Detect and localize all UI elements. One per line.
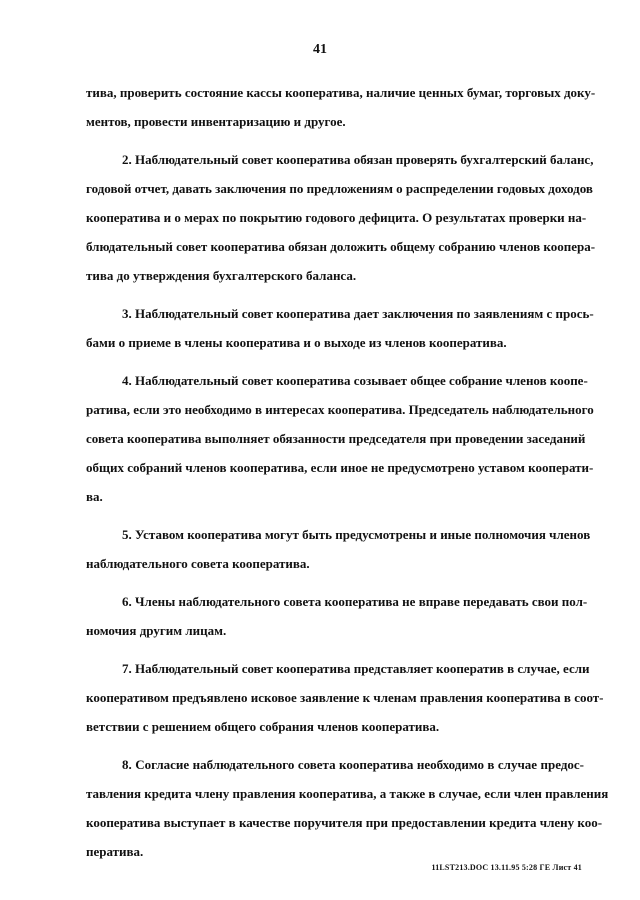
text-line: ратива, если это необходимо в интересах кооператива. Председатель наблюдательного bbox=[86, 402, 594, 417]
paragraph-item-2 bbox=[86, 145, 596, 290]
text-line: 3. Наблюдательный совет кооператива дает заключения по заявлениям с прось- bbox=[122, 306, 594, 321]
text-line: общих собраний членов кооператива, если иное не предусмотрено уставом кооперати- bbox=[86, 460, 594, 475]
paragraph-item-4 bbox=[86, 366, 594, 511]
text-line: кооперативом предъявлено исковое заявление к членам правления кооператива в соот- bbox=[86, 690, 604, 705]
text-line: ментов, провести инвентаризацию и другое. bbox=[86, 114, 346, 129]
text-line: тива до утверждения бухгалтерского баланса. bbox=[86, 268, 357, 283]
text-line: ветствии с решением общего собрания членов кооператива. bbox=[86, 719, 440, 734]
document-body bbox=[86, 78, 609, 875]
text-line: наблюдательного совета кооператива. bbox=[86, 556, 310, 571]
paragraph-item-7 bbox=[86, 654, 604, 741]
paragraph-item-6 bbox=[86, 587, 588, 645]
paragraph-item-8 bbox=[86, 750, 609, 866]
text-line: бами о приеме в члены кооператива и о выходе из членов кооператива. bbox=[86, 335, 507, 350]
text-line: кооператива выступает в качестве поручителя при предоставлении кредита члену коо- bbox=[86, 815, 603, 830]
text-line: тавления кредита члену правления кооператива, а также в случае, если член правления bbox=[86, 786, 609, 801]
text-line: 5. Уставом кооператива могут быть предусмотрены и иные полномочия членов bbox=[122, 527, 591, 542]
text-line: тива, проверить состояние кассы кооператива, наличие ценных бумаг, торговых доку- bbox=[86, 85, 596, 100]
text-line: совета кооператива выполняет обязанности председателя при проведении заседаний bbox=[86, 431, 586, 446]
paragraph-item-3 bbox=[86, 299, 594, 357]
text-line: номочия другим лицам. bbox=[86, 623, 227, 638]
text-line: 8. Согласие наблюдательного совета кооператива необходимо в случае предос- bbox=[122, 757, 584, 772]
text-line: кооператива и о мерах по покрытию годового дефицита. О результатах проверки на- bbox=[86, 210, 587, 225]
text-line: 4. Наблюдательный совет кооператива созывает общее собрание членов коопе- bbox=[122, 373, 588, 388]
paragraph-continuation bbox=[86, 78, 596, 136]
text-line: годовой отчет, давать заключения по предложениям о распределении годовых доходов bbox=[86, 181, 593, 196]
text-line: 2. Наблюдательный совет кооператива обязан проверять бухгалтерский баланс, bbox=[122, 152, 594, 167]
text-line: ператива. bbox=[86, 844, 144, 859]
document-footer: 11LST213.DOC 13.11.95 5:28 ГЕ Лист 41 bbox=[431, 863, 582, 872]
page-number: 41 bbox=[313, 42, 327, 57]
paragraph-item-5 bbox=[86, 520, 591, 578]
text-line: 7. Наблюдательный совет кооператива представляет кооператив в случае, если bbox=[122, 661, 590, 676]
text-line: ва. bbox=[86, 489, 103, 504]
text-line: 6. Члены наблюдательного совета кооператива не вправе передавать свои пол- bbox=[122, 594, 588, 609]
text-line: блюдательный совет кооператива обязан доложить общему собранию членов коопера- bbox=[86, 239, 596, 254]
